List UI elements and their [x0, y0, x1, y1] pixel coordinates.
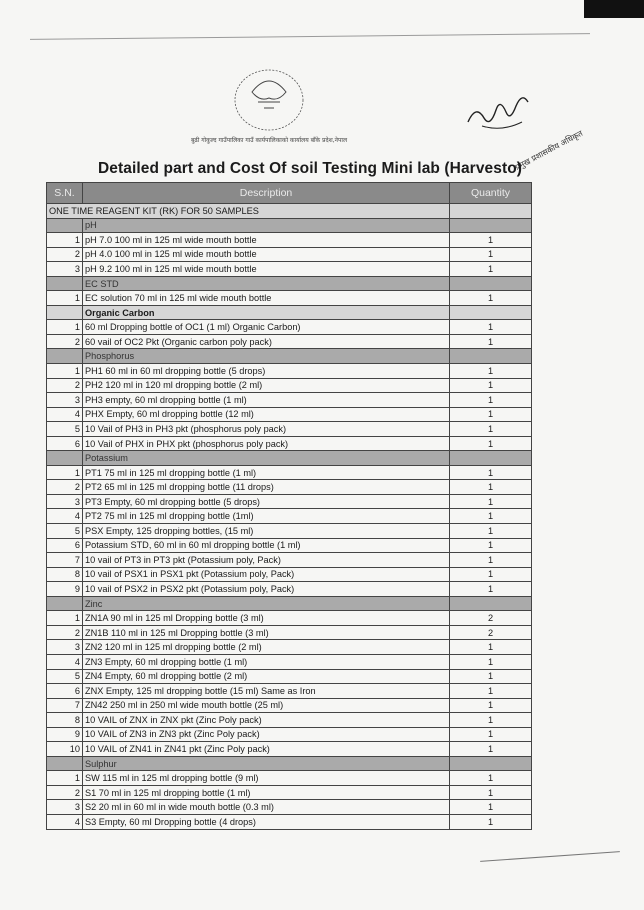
row-quantity: 1 [450, 553, 532, 568]
section-heading: Organic Carbon [83, 305, 450, 320]
row-description: ZN42 250 ml in 250 ml wide mouth bottle (25 ml) [83, 698, 450, 713]
table-row [47, 640, 532, 655]
row-sn: 7 [47, 698, 83, 713]
section-heading: Sulphur [83, 756, 450, 771]
section-heading: Zinc [83, 596, 450, 611]
row-description: ZN1A 90 ml in 125 ml Dropping bottle (3 ml) [83, 611, 450, 626]
row-quantity: 1 [450, 422, 532, 437]
table-row [47, 727, 532, 742]
row-sn: 2 [47, 625, 83, 640]
row-quantity: 1 [450, 698, 532, 713]
section-heading-sn [47, 596, 83, 611]
row-sn: 2 [47, 334, 83, 349]
row-description: PHX Empty, 60 ml dropping bottle (12 ml) [83, 407, 450, 422]
row-quantity: 1 [450, 669, 532, 684]
header-description: Description [83, 183, 450, 204]
table-row [47, 742, 532, 757]
table-row [47, 393, 532, 408]
section-heading-row [47, 596, 532, 611]
stamp-text: बुढी गोकुल्द गाउँपालिका गाउँ कार्यपालिकाको कार्यालय बाँके प्रदेश,नेपाल [190, 137, 348, 144]
section-heading-sn [47, 451, 83, 466]
row-description: pH 4.0 100 ml in 125 ml wide mouth bottle [83, 247, 450, 262]
row-quantity: 1 [450, 800, 532, 815]
row-description: EC solution 70 ml in 125 ml wide mouth bottle [83, 291, 450, 306]
table-row [47, 785, 532, 800]
table-row [47, 713, 532, 728]
table-row [47, 378, 532, 393]
section-heading-row [47, 349, 532, 364]
row-sn: 3 [47, 262, 83, 277]
row-sn: 1 [47, 611, 83, 626]
row-quantity: 1 [450, 538, 532, 553]
row-sn: 8 [47, 567, 83, 582]
row-quantity: 1 [450, 407, 532, 422]
row-sn: 6 [47, 538, 83, 553]
row-quantity: 1 [450, 742, 532, 757]
row-sn: 9 [47, 582, 83, 597]
row-description: ZN2 120 ml in 125 ml dropping bottle (2 ml) [83, 640, 450, 655]
row-description: S1 70 ml in 125 ml dropping bottle (1 ml) [83, 785, 450, 800]
row-quantity: 1 [450, 567, 532, 582]
table-row [47, 582, 532, 597]
table-row [47, 436, 532, 451]
table-row [47, 669, 532, 684]
row-sn: 1 [47, 233, 83, 248]
row-description: ZN1B 110 ml in 125 ml Dropping bottle (3 ml) [83, 625, 450, 640]
row-quantity: 1 [450, 393, 532, 408]
row-quantity: 1 [450, 640, 532, 655]
row-quantity: 1 [450, 814, 532, 829]
row-sn: 3 [47, 640, 83, 655]
section-heading-row [47, 218, 532, 233]
row-description: 10 vail of PSX2 in PSX2 pkt (Potassium poly, Pack) [83, 582, 450, 597]
row-sn: 4 [47, 407, 83, 422]
row-sn: 1 [47, 320, 83, 335]
row-sn: 5 [47, 422, 83, 437]
row-sn: 5 [47, 669, 83, 684]
row-sn: 2 [47, 378, 83, 393]
table-row [47, 407, 532, 422]
section-heading-qty [450, 218, 532, 233]
office-stamp [190, 62, 348, 154]
table-row [47, 364, 532, 379]
section-heading-sn [47, 218, 83, 233]
row-quantity: 1 [450, 727, 532, 742]
table-row [47, 494, 532, 509]
table-row [47, 509, 532, 524]
row-description: S3 Empty, 60 ml Dropping bottle (4 drops) [83, 814, 450, 829]
row-quantity: 2 [450, 625, 532, 640]
table-row [47, 814, 532, 829]
row-sn: 2 [47, 247, 83, 262]
row-sn: 1 [47, 465, 83, 480]
section-heading-sn [47, 276, 83, 291]
table-row [47, 553, 532, 568]
row-sn: 3 [47, 393, 83, 408]
section-heading-row [47, 276, 532, 291]
section-heading: EC STD [83, 276, 450, 291]
table-row [47, 334, 532, 349]
row-quantity: 1 [450, 465, 532, 480]
table-row [47, 524, 532, 539]
row-quantity: 1 [450, 771, 532, 786]
section-heading-row [47, 756, 532, 771]
kit-heading-row [47, 204, 532, 219]
kit-heading-qty [450, 204, 532, 219]
row-sn: 4 [47, 654, 83, 669]
row-description: PH2 120 ml in 120 ml dropping bottle (2 ml) [83, 378, 450, 393]
row-sn: 3 [47, 800, 83, 815]
row-description: PT2 65 ml in 125 ml dropping bottle (11 drops) [83, 480, 450, 495]
table-row [47, 538, 532, 553]
row-sn: 6 [47, 684, 83, 699]
row-description: PT1 75 ml in 125 ml dropping bottle (1 ml) [83, 465, 450, 480]
table-row [47, 654, 532, 669]
section-heading: Phosphorus [83, 349, 450, 364]
header-sn: S.N. [47, 183, 83, 204]
section-heading-row [47, 451, 532, 466]
row-description: S2 20 ml in 60 ml in wide mouth bottle (0.3 ml) [83, 800, 450, 815]
section-heading: pH [83, 218, 450, 233]
row-quantity: 1 [450, 291, 532, 306]
table-row [47, 465, 532, 480]
row-sn: 7 [47, 553, 83, 568]
row-description: pH 9.2 100 ml in 125 ml wide mouth bottle [83, 262, 450, 277]
row-sn: 10 [47, 742, 83, 757]
row-sn: 2 [47, 785, 83, 800]
scan-fold-line [30, 33, 590, 40]
row-quantity: 1 [450, 334, 532, 349]
row-description: ZN4 Empty, 60 ml dropping bottle (2 ml) [83, 669, 450, 684]
header-quantity: Quantity [450, 183, 532, 204]
row-quantity: 1 [450, 684, 532, 699]
row-description: 60 ml Dropping bottle of OC1 (1 ml) Organic Carbon) [83, 320, 450, 335]
table-body [47, 204, 532, 830]
section-heading-qty [450, 756, 532, 771]
table-row [47, 262, 532, 277]
section-heading-qty [450, 451, 532, 466]
section-heading-sn [47, 756, 83, 771]
row-sn: 2 [47, 480, 83, 495]
row-sn: 8 [47, 713, 83, 728]
table-row [47, 233, 532, 248]
row-quantity: 1 [450, 713, 532, 728]
parts-table [46, 182, 532, 830]
row-quantity: 1 [450, 247, 532, 262]
row-quantity: 1 [450, 480, 532, 495]
row-sn: 1 [47, 364, 83, 379]
row-description: 10 VAIL of ZN3 in ZN3 pkt (Zinc Poly pack) [83, 727, 450, 742]
section-heading-qty [450, 349, 532, 364]
row-description: 10 Vail of PHX in PHX pkt (phosphorus poly pack) [83, 436, 450, 451]
row-quantity: 1 [450, 582, 532, 597]
row-sn: 5 [47, 524, 83, 539]
section-heading-qty [450, 305, 532, 320]
row-description: Potassium STD, 60 ml in 60 ml dropping bottle (1 ml) [83, 538, 450, 553]
row-description: PT3 Empty, 60 ml dropping bottle (5 drops) [83, 494, 450, 509]
table-row [47, 698, 532, 713]
row-description: 10 VAIL of ZNX in ZNX pkt (Zinc Poly pack) [83, 713, 450, 728]
table-row [47, 422, 532, 437]
section-heading: Potassium [83, 451, 450, 466]
row-description: 10 vail of PSX1 in PSX1 pkt (Potassium poly, Pack) [83, 567, 450, 582]
kit-heading: ONE TIME REAGENT KIT (RK) FOR 50 SAMPLES [47, 204, 450, 219]
row-description: PSX Empty, 125 dropping bottles, (15 ml) [83, 524, 450, 539]
table-row [47, 480, 532, 495]
row-sn: 6 [47, 436, 83, 451]
row-description: PH1 60 ml in 60 ml dropping bottle (5 drops) [83, 364, 450, 379]
row-quantity: 1 [450, 436, 532, 451]
row-description: PH3 empty, 60 ml dropping bottle (1 ml) [83, 393, 450, 408]
row-description: SW 115 ml in 125 ml dropping bottle (9 ml) [83, 771, 450, 786]
row-quantity: 1 [450, 654, 532, 669]
row-quantity: 1 [450, 378, 532, 393]
table-header-row [47, 183, 532, 204]
table-row [47, 611, 532, 626]
section-heading-qty [450, 276, 532, 291]
row-sn: 4 [47, 509, 83, 524]
row-quantity: 1 [450, 509, 532, 524]
table-row [47, 684, 532, 699]
row-description: PT2 75 ml in 125 ml dropping bottle (1ml) [83, 509, 450, 524]
section-heading-sn [47, 305, 83, 320]
row-quantity: 1 [450, 320, 532, 335]
row-quantity: 1 [450, 524, 532, 539]
table-row [47, 291, 532, 306]
scan-corner-shadow [584, 0, 644, 18]
row-quantity: 1 [450, 494, 532, 509]
row-description: ZN3 Empty, 60 ml dropping bottle (1 ml) [83, 654, 450, 669]
row-sn: 1 [47, 291, 83, 306]
row-quantity: 1 [450, 262, 532, 277]
row-sn: 4 [47, 814, 83, 829]
row-sn: 1 [47, 771, 83, 786]
row-sn: 9 [47, 727, 83, 742]
table-row [47, 800, 532, 815]
row-description: 10 Vail of PH3 in PH3 pkt (phosphorus poly pack) [83, 422, 450, 437]
row-description: pH 7.0 100 ml in 125 ml wide mouth bottle [83, 233, 450, 248]
row-description: 60 vail of OC2 Pkt (Organic carbon poly pack) [83, 334, 450, 349]
section-heading-row [47, 305, 532, 320]
row-sn: 3 [47, 494, 83, 509]
row-description: 10 VAIL of ZN41 in ZN41 pkt (Zinc Poly pack) [83, 742, 450, 757]
page-title: Detailed part and Cost Of soil Testing Mini lab (Harvesto) [98, 160, 523, 177]
row-description: 10 vail of PT3 in PT3 pkt (Potassium poly, Pack) [83, 553, 450, 568]
row-description: ZNX Empty, 125 ml dropping bottle (15 ml) Same as Iron [83, 684, 450, 699]
seal-text: प्रमुख प्रशासकीय अधिकृत [513, 128, 585, 172]
table-row [47, 625, 532, 640]
footer-pen-stroke [480, 851, 620, 862]
table-row [47, 771, 532, 786]
table-row [47, 320, 532, 335]
row-quantity: 1 [450, 233, 532, 248]
row-quantity: 1 [450, 785, 532, 800]
section-heading-qty [450, 596, 532, 611]
row-quantity: 2 [450, 611, 532, 626]
row-quantity: 1 [450, 364, 532, 379]
table-row [47, 567, 532, 582]
section-heading-sn [47, 349, 83, 364]
table-row [47, 247, 532, 262]
